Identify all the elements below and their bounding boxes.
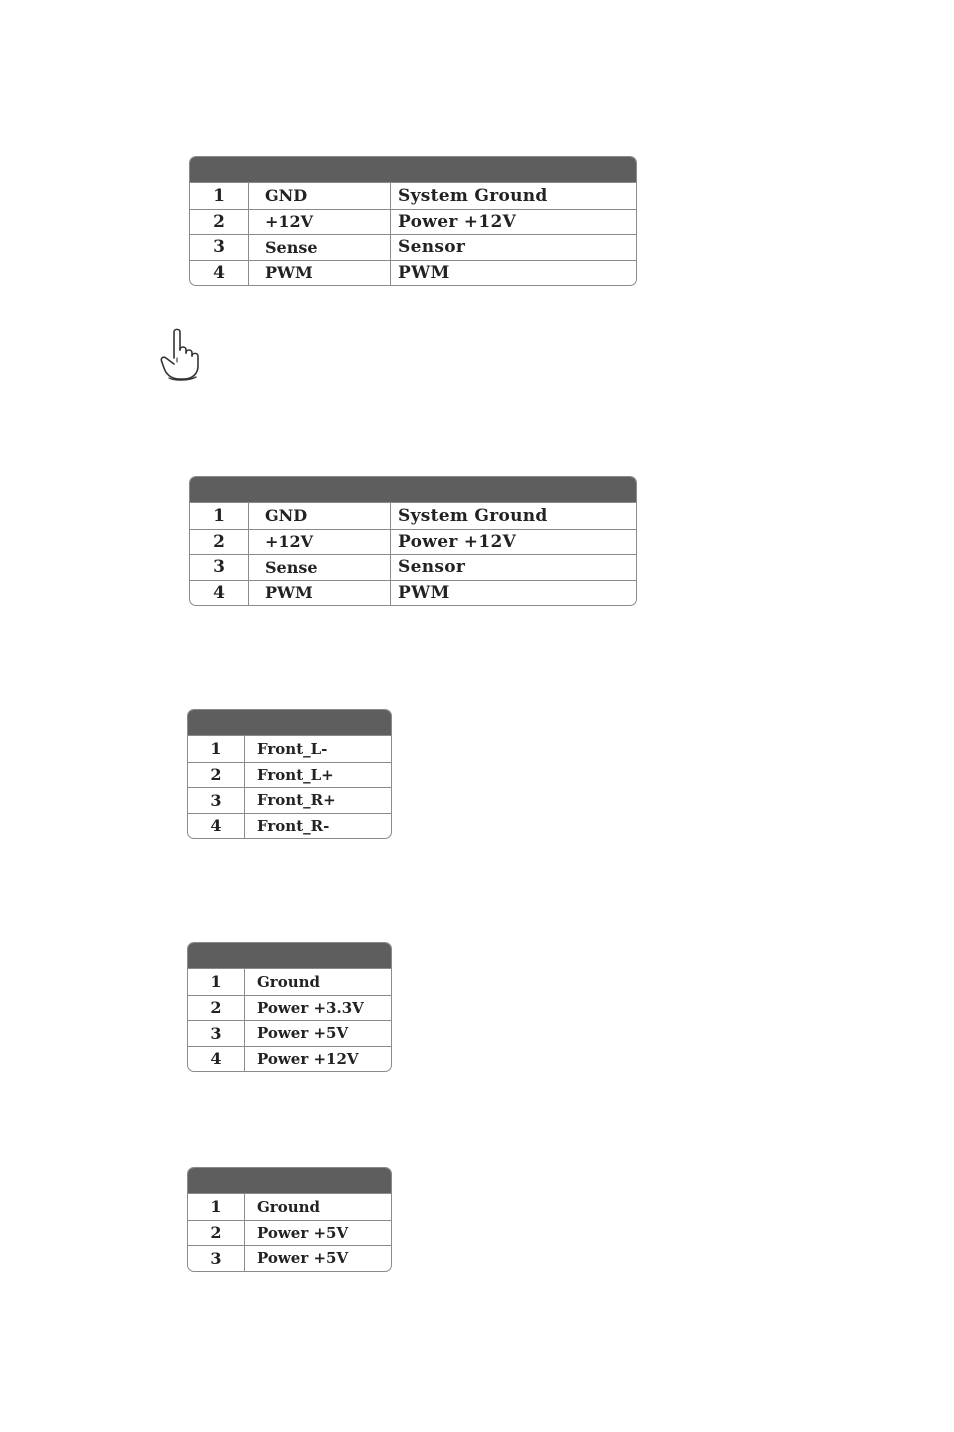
pin-function: Sensor [390,555,636,580]
pin-number: 4 [210,816,222,836]
pin-function: System Ground [390,183,636,209]
pin-number: 3 [210,790,222,810]
pin-number: 2 [213,531,225,552]
signal-name: Sense [248,235,390,260]
pin-function: Power +12V [390,530,636,555]
table-row [188,1046,391,1072]
speaker-pin-table [187,709,392,839]
pin-number: 4 [210,1049,222,1069]
table-row [188,813,391,839]
signal-name: PWM [248,581,390,606]
pin-function: Power +12V [390,210,636,235]
table-row [190,234,636,260]
power-pin-table-4pin [187,942,392,1072]
signal-name: Front_L- [244,736,391,762]
pin-function: PWM [390,261,636,286]
table-row [188,787,391,813]
table-row [190,580,636,606]
table-row [188,1220,391,1246]
table-row [190,554,636,580]
table-row [188,762,391,788]
table-header-bar [190,477,636,503]
signal-name: +12V [248,530,390,555]
pin-number: 2 [213,211,225,232]
pin-number: 1 [210,739,222,759]
pin-number: 2 [210,1223,222,1243]
pin-number: 1 [210,972,222,992]
table-row [188,1020,391,1046]
signal-name: Power +5V [244,1221,391,1246]
pin-number: 1 [213,185,225,206]
table-row [190,529,636,555]
signal-name: PWM [248,261,390,286]
signal-name: Power +3.3V [244,996,391,1021]
pin-function: PWM [390,581,636,606]
signal-name: GND [248,183,390,209]
pin-number: 4 [213,582,225,603]
table-row [188,1245,391,1271]
pin-number: 3 [213,237,225,258]
pointing-hand-icon [159,326,205,382]
pin-function: System Ground [390,503,636,529]
pin-number: 3 [210,1023,222,1043]
signal-name: Power +12V [244,1047,391,1072]
table-row [190,503,636,529]
power-pin-table-3pin [187,1167,392,1272]
signal-name: Power +5V [244,1021,391,1046]
pin-number: 2 [210,765,222,785]
signal-name: Ground [244,969,391,995]
fan-pin-table-2 [189,476,637,606]
table-row [190,183,636,209]
table-header-bar [188,1168,391,1194]
table-header-bar [188,943,391,969]
fan-pin-table-1 [189,156,637,286]
pin-number: 1 [210,1197,222,1217]
signal-name: GND [248,503,390,529]
pin-number: 2 [210,998,222,1018]
signal-name: Front_R+ [244,788,391,813]
pin-function: Sensor [390,235,636,260]
table-header-bar [188,710,391,736]
pin-number: 4 [213,262,225,283]
table-row [188,995,391,1021]
table-row [188,1194,391,1220]
signal-name: Sense [248,555,390,580]
signal-name: Ground [244,1194,391,1220]
signal-name: +12V [248,210,390,235]
table-row [188,969,391,995]
signal-name: Power +5V [244,1246,391,1271]
pin-number: 3 [210,1248,222,1268]
table-header-bar [190,157,636,183]
pin-number: 3 [213,557,225,578]
signal-name: Front_R- [244,814,391,839]
table-row [190,209,636,235]
pin-number: 1 [213,505,225,526]
table-row [190,260,636,286]
signal-name: Front_L+ [244,763,391,788]
table-row [188,736,391,762]
